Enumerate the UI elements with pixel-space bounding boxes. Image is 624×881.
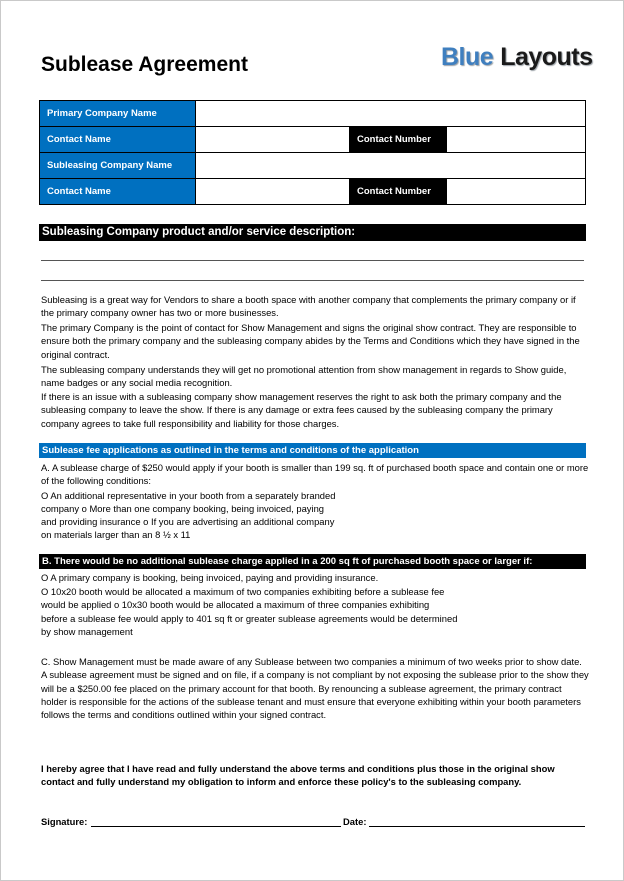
logo-word-layouts: Layouts	[500, 43, 593, 71]
company-info-table	[39, 100, 586, 205]
fee-line: on materials larger than an 8 ½ x 11	[41, 529, 191, 540]
intro-paragraph: The subleasing company understands they will get no promotional attention from show management in regards to Show guide, name badges or any social media recognition.	[41, 364, 567, 389]
no-charge-line: O A primary company is booking, being invoiced, paying and providing insurance.	[41, 572, 379, 583]
no-charge-heading: B. There would be no additional sublease charge applied in a 200 sq ft of purchased booth space or larger if:	[39, 554, 586, 569]
contact-name-label: Contact Name	[40, 179, 196, 205]
primary-company-label: Primary Company Name	[40, 101, 196, 127]
primary-contact-name-field[interactable]	[196, 127, 350, 153]
no-charge-line: would be applied o 10x30 booth would be allocated a maximum of three companies exhibiting	[41, 599, 430, 610]
signature-field[interactable]	[91, 826, 341, 827]
primary-company-field[interactable]	[196, 101, 586, 127]
logo-word-blue: Blue	[441, 43, 494, 71]
description-line-1[interactable]	[41, 260, 584, 261]
primary-contact-row	[40, 127, 586, 153]
intro-paragraph: Subleasing is a great way for Vendors to share a booth space with another company that complements the primary company or if the primary company owner has two or more businesses.	[41, 294, 576, 319]
blue-layouts-logo	[441, 43, 593, 72]
signature-label: Signature:	[41, 816, 88, 827]
fee-line: company o More than one company booking, being invoiced, paying	[41, 503, 324, 514]
description-heading: Subleasing Company product and/or service description:	[39, 224, 586, 241]
subleasing-company-row	[40, 153, 586, 179]
subleasing-contact-row	[40, 179, 586, 205]
subleasing-contact-name-field[interactable]	[196, 179, 350, 205]
contact-number-label: Contact Number	[350, 179, 447, 205]
fee-heading: Sublease fee applications as outlined in the terms and conditions of the application	[39, 443, 586, 458]
fee-line: A. A sublease charge of $250 would apply if your booth is smaller than 199 sq. ft of purchased booth space and contain one or more of the following conditions:	[41, 462, 589, 487]
description-line-2[interactable]	[41, 280, 584, 281]
subleasing-company-field[interactable]	[196, 153, 586, 179]
subleasing-contact-number-field[interactable]	[447, 179, 586, 205]
no-charge-line: O 10x20 booth would be allocated a maximum of two companies exhibiting before a sublease fee	[41, 586, 445, 597]
date-label: Date:	[343, 816, 367, 827]
contact-name-label: Contact Name	[40, 127, 196, 153]
date-field[interactable]	[369, 826, 585, 827]
intro-paragraph: The primary Company is the point of contact for Show Management and signs the original show contract. They are responsible to ensure both the primary company and the subleasing company abides by the Terms and Conditions which they have signed in the original contract.	[41, 322, 580, 360]
subleasing-company-label: Subleasing Company Name	[40, 153, 196, 179]
intro-paragraph: If there is an issue with a subleasing company show management reserves the right to ask both the primary company and the subleasing company to leave the show. If there is any damage or extra fees caused by the subleasing company the primary company agrees to take full responsibility and liability for those charges.	[41, 391, 562, 429]
fee-line: and providing insurance o If you are advertising an additional company	[41, 516, 335, 527]
primary-company-row	[40, 101, 586, 127]
fee-line: O An additional representative in your booth from a separately branded	[41, 490, 336, 501]
no-charge-line: before a sublease fee would apply to 401 sq ft or greater sublease agreements would be determined	[41, 613, 458, 624]
no-charge-line: by show management	[41, 626, 133, 637]
document-title: Sublease Agreement	[41, 53, 248, 76]
agreement-statement: I hereby agree that I have read and fully understand the above terms and conditions plus those in the original show contact and fully understand my obligation to inform and enforce these policy's to the subleasing company.	[41, 763, 555, 788]
section-c-paragraph: C. Show Management must be made aware of any Sublease between two companies a minimum of two weeks prior to show date. A sublease agreement must be signed and on file, if a company is not compliant by not exposing the sublease prior to the show they will be a $250.00 fee placed on the primary account for that booth. By renouncing a sublease agreement, the primary contract holder is responsible for the actions of the sublease tenant and must ensure that everyone exhibiting within your booth parameters follows the terms and conditions outlined within your signed contract.	[41, 656, 589, 721]
contact-number-label: Contact Number	[350, 127, 447, 153]
primary-contact-number-field[interactable]	[447, 127, 586, 153]
